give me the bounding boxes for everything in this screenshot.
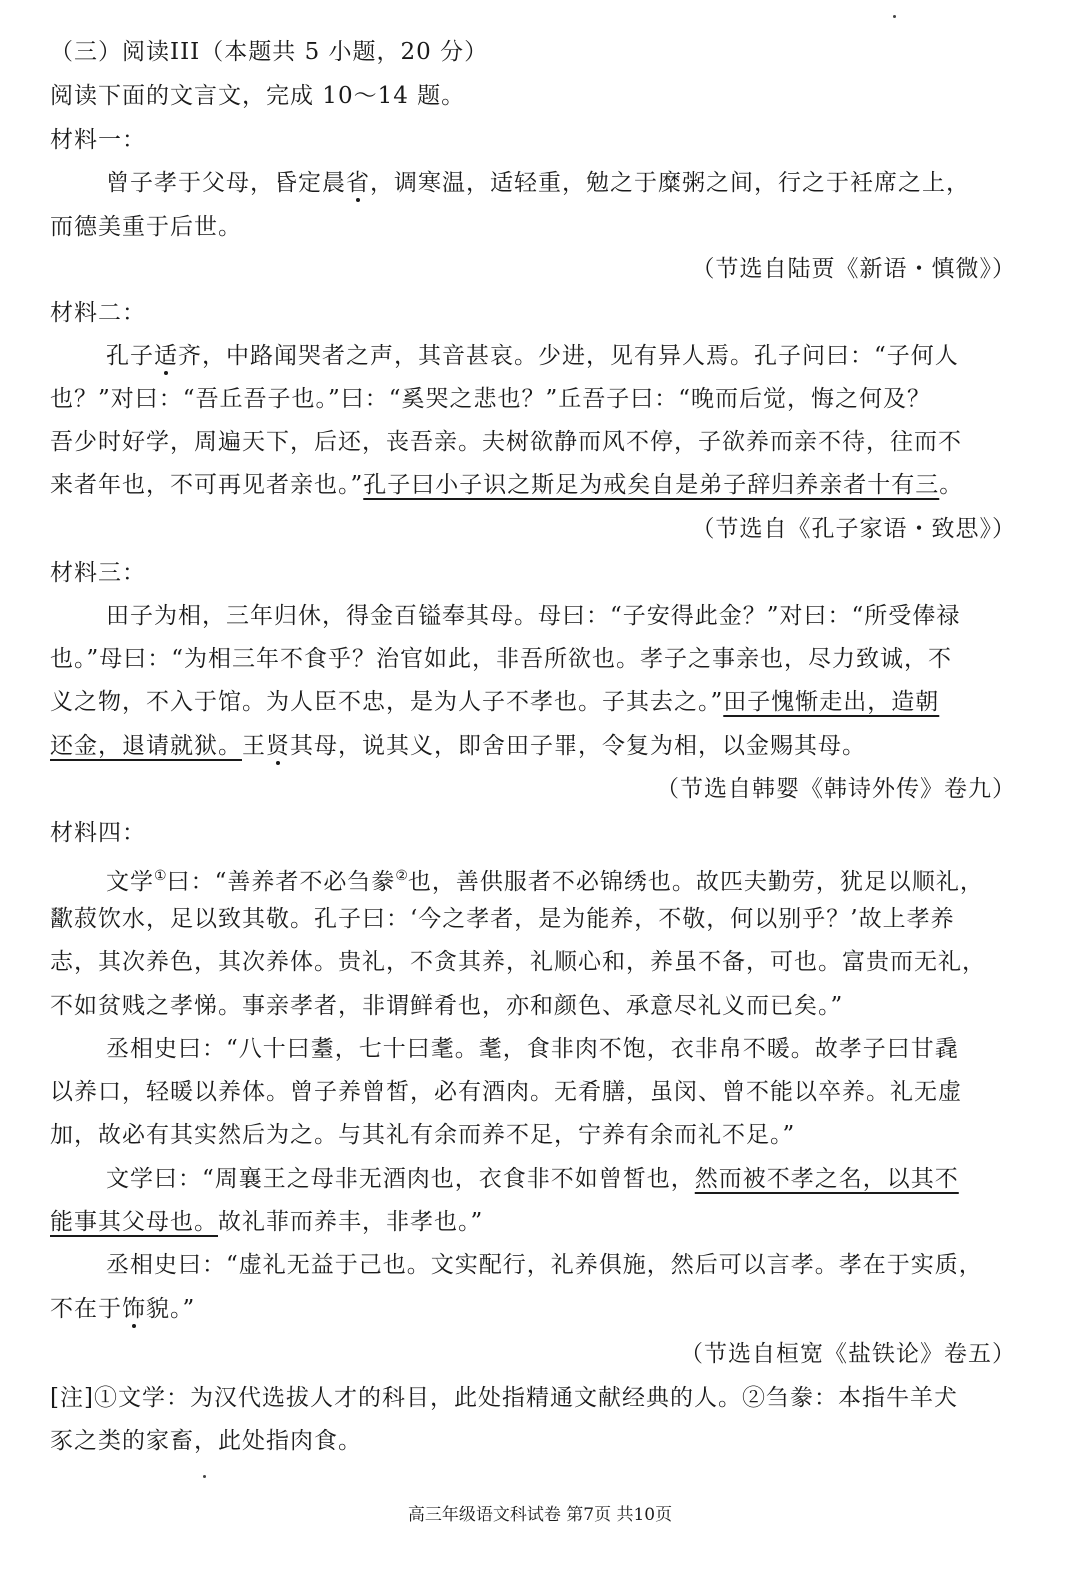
material-3-line-3: 义之物，不入于馆。为人臣不忠，是为人子不孝也。子其去之。”田子愧惭走出，造朝	[50, 689, 940, 715]
section-heading: （三）阅读III（本题共 5 小题，20 分）	[50, 39, 489, 65]
material-4-line-8: 文学曰：“周襄王之母非无酒肉也，衣食非不如曾皙也，然而被不孝之名，以其不	[106, 1166, 959, 1192]
material-3-label: 材料三：	[50, 560, 146, 586]
material-4-line-7: 加，故必有其实然后为之。与其礼有余而养不足，宁养有余而礼不足。”	[50, 1122, 796, 1148]
material-4-line-10: 丞相史曰：“虚礼无益于己也。文实配行，礼养俱施，然后可以言孝。孝在于实质，	[106, 1252, 983, 1278]
emphasis-dot-word: 贤	[266, 733, 290, 759]
material-4-line-3: 志，其次养色，其次养体。贵礼，不贪其养，礼顺心和，养虽不备，可也。富贵而无礼，	[50, 949, 986, 975]
material-4-line-2: 歠菽饮水，足以致其敬。孔子曰：‘今之孝者，是为能养，不敬，何以别乎？’故上孝养	[50, 906, 955, 932]
material-4-line-6: 以养口，轻暖以养体。曾子养曾皙，必有酒肉。无肴膳，虽闵、曾不能以卒养。礼无虚	[50, 1079, 962, 1105]
material-4-line-1: 文学①曰：“善养者不必刍豢②也，善供服者不必锦绣也。故匹夫勤劳，犹足以顺礼，	[106, 868, 984, 895]
material-2-line-3: 吾少时好学，周遍天下，后还，丧吾亲。夫树欲静而风不停，子欲养而亲不待，往而不	[50, 429, 962, 455]
underlined-sentence: 田子愧惭走出，造朝	[723, 689, 940, 715]
underlined-sentence: 还金，退请就狱。	[50, 733, 242, 759]
material-1-line-1: 曾子孝于父母，昏定晨省，调寒温，适轻重，勉之于糜粥之间，行之于衽席之上，	[106, 170, 970, 196]
material-3-line-4: 还金，退请就狱。王贤其母，说其义，即舍田子罪，令复为相，以金赐其母。	[50, 733, 866, 759]
material-2-label: 材料二：	[50, 300, 146, 326]
material-3-source: （节选自韩婴《韩诗外传》卷九）	[656, 776, 1016, 802]
material-4-line-11: 不在于饰貌。”	[50, 1296, 196, 1322]
scan-speck	[203, 1475, 206, 1478]
material-2-source: （节选自《孔子家语・致思》）	[691, 516, 1016, 542]
material-4-line-9: 能事其父母也。故礼菲而养丰，非孝也。”	[50, 1209, 484, 1235]
footnote-marker-1: ①	[154, 868, 167, 884]
emphasis-dot-word: 省	[346, 170, 370, 196]
material-2-line-1: 孔子适齐，中路闻哭者之声，其音甚哀。少进，见有异人焉。孔子问曰：“子何人	[106, 343, 959, 369]
material-1-source: （节选自陆贾《新语・慎微》）	[691, 256, 1016, 282]
material-2-line-4: 来者年也，不可再见者亲也。”孔子曰小子识之斯足为戒矣自是弟子辞归养亲者十有三。	[50, 472, 964, 498]
notes-line-2: 豕之类的家畜，此处指肉食。	[50, 1428, 362, 1454]
instruction: 阅读下面的文言文，完成 10～14 题。	[50, 83, 466, 109]
footnote-marker-2: ②	[395, 868, 408, 884]
underlined-sentence: 孔子曰小子识之斯足为戒矣自是弟子辞归养亲者十有三	[363, 472, 940, 498]
underlined-sentence: 然而被不孝之名，以其不	[694, 1166, 959, 1192]
emphasis-dot-word: 适	[154, 343, 178, 369]
material-2-line-2: 也？”对曰：“吾丘吾子也。”曰：“奚哭之悲也？”丘吾子曰：“晚而后觉，悔之何及？	[50, 386, 932, 412]
scan-speck	[893, 15, 896, 18]
page-footer: 高三年级语文科试卷 第7页 共10页	[407, 1505, 673, 1525]
emphasis-dot-word: 饰	[122, 1296, 146, 1322]
material-1-label: 材料一：	[50, 127, 146, 153]
material-1-line-2: 而德美重于后世。	[50, 214, 242, 240]
material-4-line-5: 丞相史曰：“八十曰耋，七十曰耄。耄，食非肉不饱，衣非帛不暖。故孝子曰甘毳	[106, 1036, 959, 1062]
material-4-source: （节选自桓宽《盐铁论》卷五）	[680, 1341, 1016, 1367]
underlined-sentence: 能事其父母也。	[50, 1209, 218, 1235]
material-4-label: 材料四：	[50, 820, 146, 846]
material-4-line-4: 不如贫贱之孝悌。事亲孝者，非谓鲜肴也，亦和颜色、承意尽礼义而已矣。”	[50, 993, 844, 1019]
material-3-line-2: 也。”母曰：“为相三年不食乎？治官如此，非吾所欲也。孝子之事亲也，尽力致诚，不	[50, 646, 953, 672]
notes-line-1: [注]①文学：为汉代选拔人才的科目，此处指精通文献经典的人。②刍豢：本指牛羊犬	[50, 1385, 958, 1411]
material-3-line-1: 田子为相，三年归休，得金百镒奉其母。母曰：“子安得此金？”对曰：“所受俸禄	[106, 603, 961, 629]
